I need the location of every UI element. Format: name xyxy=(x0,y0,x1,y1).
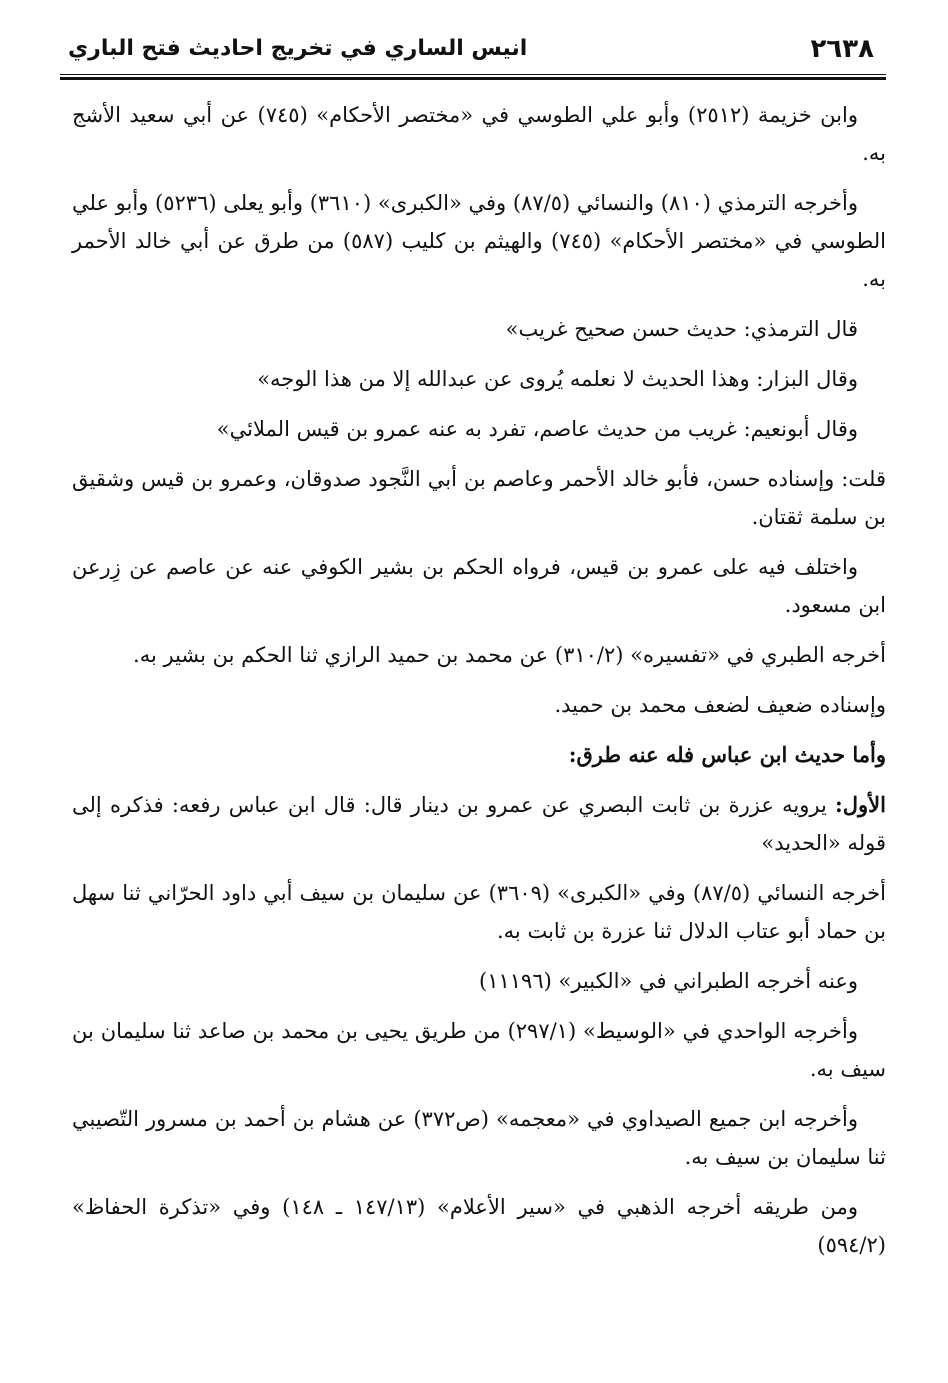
page-number: ٢٦٣٨ xyxy=(810,34,874,64)
header-rule xyxy=(60,77,886,80)
paragraph: وقال البزار: وهذا الحديث لا نعلمه يُروى عن عبدالله إلا من هذا الوجه» xyxy=(257,367,858,391)
section-heading: وأما حديث ابن عباس فله عنه طرق: xyxy=(568,742,886,767)
page-header xyxy=(60,28,886,80)
paragraph-lead: الأول: xyxy=(835,792,886,817)
paragraph: وأخرجه الترمذي (٨١٠) والنسائي (٨٧/٥) وفي «الكبرى» (٣٦١٠) وأبو يعلى (٥٢٣٦) وأبو علي الطوسي في «مختصر الأحكام» (٧٤٥) والهيثم بن كليب (٥٨٧) من طرق عن أبي خالد الأحمر به. xyxy=(72,191,886,291)
running-title: انيس الساري في تخريج احاديث فتح الباري xyxy=(68,36,528,61)
paragraph-text: يرويه عزرة بن ثابت البصري عن عمرو بن دينار قال: قال ابن عباس رفعه: فذكره إلى قوله «الحديد» xyxy=(72,793,886,855)
paragraph: وإسناده ضعيف لضعف محمد بن حميد. xyxy=(554,693,886,717)
header-rule-thin xyxy=(60,74,886,75)
paragraph: وعنه أخرجه الطبراني في «الكبير» (١١١٩٦) xyxy=(479,969,858,993)
paragraph: ومن طريقه أخرجه الذهبي في «سير الأعلام» (١٤٧/١٣ ـ ١٤٨) وفي «تذكرة الحفاظ» (٥٩٤/٢) xyxy=(72,1195,886,1257)
paragraph: واختلف فيه على عمرو بن قيس، فرواه الحكم بن بشير الكوفي عنه عن عاصم عن زِرعن ابن مسعود. xyxy=(72,555,886,617)
paragraph-with-lead xyxy=(72,786,886,862)
paragraph: وأخرجه ابن جميع الصيداوي في «معجمه» (ص٣٧٢) عن هشام بن أحمد بن مسرور التّصيبي ثنا سليمان بن سيف به. xyxy=(72,1107,886,1169)
paragraph: قال الترمذي: حديث حسن صحيح غريب» xyxy=(505,317,858,341)
paragraph: أخرجه الطبري في «تفسيره» (٣١٠/٢) عن محمد بن حميد الرازي ثنا الحكم بن بشير به. xyxy=(133,643,886,667)
paragraph: أخرجه النسائي (٨٧/٥) وفي «الكبرى» (٣٦٠٩) عن سليمان بن سيف أبي داود الحرّاني ثنا سهل بن حماد أبو عتاب الدلال ثنا عزرة بن ثابت به. xyxy=(72,881,886,943)
paragraph: قلت: وإسناده حسن، فأبو خالد الأحمر وعاصم بن أبي النَّجود صدوقان، وعمرو بن قيس وشقيق بن سلمة ثقتان. xyxy=(72,467,886,529)
paragraph: وابن خزيمة (٢٥١٢) وأبو علي الطوسي في «مختصر الأحكام» (٧٤٥) عن أبي سعيد الأشج به. xyxy=(72,103,886,165)
paragraph: وأخرجه الواحدي في «الوسيط» (٢٩٧/١) من طريق يحيى بن محمد بن صاعد ثنا سليمان بن سيف به. xyxy=(72,1019,886,1081)
body-text xyxy=(72,96,886,1276)
paragraph: وقال أبونعيم: غريب من حديث عاصم، تفرد به عنه عمرو بن قيس الملائي» xyxy=(216,417,858,441)
